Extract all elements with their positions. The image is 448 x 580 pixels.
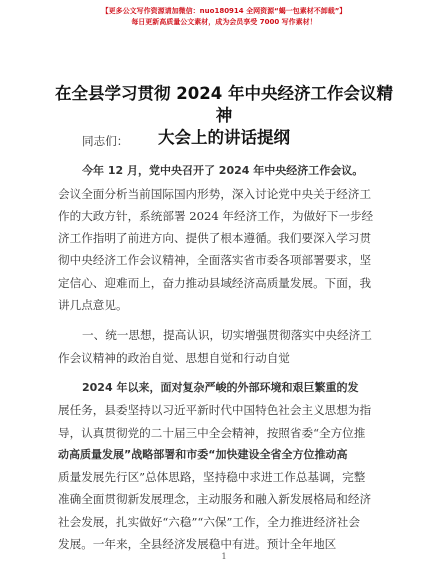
section1-line: 一、统一思想，提高认识，切实增强贯彻落实中央经济工 — [82, 328, 372, 343]
paragraph-2 — [58, 377, 388, 555]
para2-line: 发展。一年来，全县经济发展稳中有进。预计全年地区 — [58, 537, 337, 552]
para1-line: 彻中央经济工作会议精神，全面落实省市委各项部署要求，坚 — [58, 253, 372, 268]
para1-line: 定信心、迎难而上，奋力推动县域经济高质量发展。下面，我 — [58, 275, 372, 290]
para2-line: 展任务，县委坚持以习近平新时代中国特色社会主义思想为指 — [58, 403, 372, 418]
para1-line: 今年 12 月，党中央召开了 2024 年中央经济工作会议。 — [82, 164, 364, 178]
para1-line: 讲几点意见。 — [58, 298, 128, 313]
para1-line: 会议全面分析当前国际国内形势，深入讨论党中央关于经济工 — [58, 186, 372, 201]
section1-line: 作会议精神的政治自觉、思想自觉和行动自觉 — [58, 350, 290, 365]
title-line-1: 在全县学习贯彻 2024 年中央经济工作会议精神 — [55, 84, 393, 125]
paragraph-1 — [58, 160, 388, 316]
salutation: 同志们： — [82, 134, 129, 148]
para2-line: 质量发展先行区”总体思路，坚持稳中求进工作总基调，完整 — [58, 470, 366, 485]
promo-line-1: 【更多公文写作资源请加微信：nuo180914 全网资源“蝎一包素材不卸载”】 — [101, 7, 347, 15]
para2-line: 导，认真贯彻党的二十届三中全会精神，按照省委“全方位推 — [58, 425, 366, 440]
promo-line-2: 每日更新高质量公文素材，成为会员享受 7000 写作素材！ — [131, 18, 317, 26]
para1-line: 作的大政方针，系统部署 2024 年经济工作，为做好下一步经 — [58, 208, 374, 223]
para2-line: 社会发展，扎实做好“六稳”“六保”工作，全力推进经济社会 — [58, 514, 360, 529]
para2-line: 动高质量发展”战略部署和市委“加快建设全省全方位推动高 — [58, 447, 348, 461]
section-heading-1 — [58, 324, 388, 369]
title-line-2: 大会上的讲话提纲 — [158, 128, 290, 147]
promo-banner — [0, 6, 448, 28]
para2-line: 2024 年以来，面对复杂严峻的外部环境和艰巨繁重的发 — [82, 380, 359, 394]
para1-line: 济工作指明了前进方向、提供了根本遵循。我们要深入学习贯 — [58, 231, 372, 246]
page-number: 1 — [221, 552, 227, 561]
document-body — [58, 130, 388, 555]
para2-line: 准确全面贯彻新发展理念，主动服务和融入新发展格局和经济 — [58, 492, 372, 507]
